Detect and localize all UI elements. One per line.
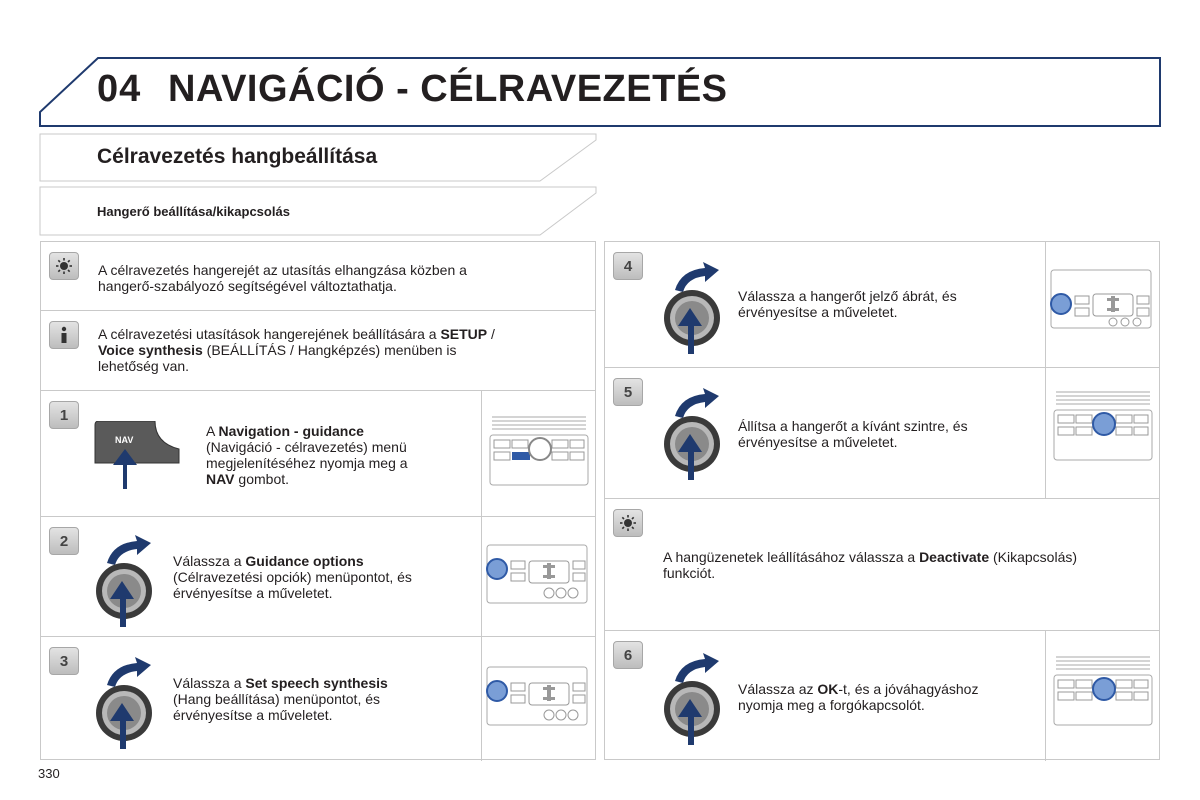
info-icon (49, 321, 79, 349)
light-icon (49, 252, 79, 280)
tip-text-part: funkciót. (663, 565, 716, 581)
step-text-part: megjelenítéséhez nyomja meg a (206, 455, 408, 471)
step-2-text (173, 553, 473, 601)
step-2-row (41, 516, 595, 636)
section-title: Célravezetés hangbeállítása (97, 145, 378, 168)
tip-text (98, 262, 578, 294)
column-divider (481, 391, 482, 516)
column-divider (481, 637, 482, 761)
step-number-badge (49, 401, 79, 429)
tip-text-part: A hangüzenetek leállításához válassza a (663, 549, 920, 565)
nav-button-label: NAV (115, 435, 134, 445)
chapter-title: NAVIGÁCIÓ - CÉLRAVEZETÉS (168, 68, 728, 110)
step-number: 2 (59, 532, 69, 550)
info-row (41, 310, 595, 390)
step-text-part: Válassza a (173, 553, 246, 569)
rotary-knob-illustration (659, 647, 729, 747)
info-text-part: A célravezetési utasítások hangerejének beállítására a (98, 326, 441, 342)
step-text-part: érvényesítse a műveletet. (738, 434, 898, 450)
deactivate-term: Deactivate (919, 549, 990, 565)
column-divider (1045, 631, 1046, 761)
column-divider (481, 517, 482, 636)
step-6-row (605, 630, 1159, 761)
step-text-part: A (206, 423, 219, 439)
step-text-part: érvényesítse a műveletet. (173, 707, 333, 723)
step-text-part: (Célravezetési opciók) menüpontot, és (173, 569, 412, 585)
step-5-text (738, 418, 1038, 450)
page-number: 330 (38, 766, 60, 781)
step-4-row (605, 242, 1159, 367)
step-3-row (41, 636, 595, 761)
deactivate-tip-row (605, 498, 1159, 630)
info-text-part: lehetőség van. (98, 358, 190, 374)
nav-button-illustration (93, 421, 183, 489)
step-text-part: nyomja meg a forgókapcsolót. (738, 697, 925, 713)
step-number: 4 (623, 257, 633, 275)
step-1-text (206, 423, 466, 487)
deactivate-tip-text (663, 549, 1153, 581)
radio-panel-illustration (485, 663, 591, 731)
voice-synthesis-term: Voice synthesis (98, 342, 203, 358)
setup-term: SETUP (440, 326, 488, 342)
tip-line: hangerő-szabályozó segítségével változtathatja. (98, 278, 397, 294)
step-text-part: Válassza az (738, 681, 818, 697)
navigation-guidance-term: Navigation - guidance (218, 423, 364, 439)
step-text-part: érvényesítse a műveletet. (173, 585, 333, 601)
rotary-knob-illustration (659, 382, 729, 482)
radio-panel-illustration (1052, 653, 1154, 733)
set-speech-synthesis-term: Set speech synthesis (245, 675, 388, 691)
step-number-badge (49, 647, 79, 675)
rotary-knob-illustration (91, 651, 161, 751)
step-text-part: (Hang beállítása) menüpontot, és (173, 691, 381, 707)
step-number-badge (613, 378, 643, 406)
subsection-title: Hangerő beállítása/kikapcsolás (97, 204, 290, 219)
radio-panel-illustration (1049, 266, 1155, 334)
step-number: 3 (59, 652, 69, 670)
step-text-part: gombot. (234, 471, 290, 487)
step-5-row (605, 367, 1159, 498)
radio-panel-illustration (485, 541, 591, 609)
right-panel (604, 241, 1160, 760)
step-text-part: Válassza a hangerőt jelző ábrát, és (738, 288, 957, 304)
guidance-options-term: Guidance options (245, 553, 364, 569)
step-text-part: érvényesítse a műveletet. (738, 304, 898, 320)
step-number-badge (49, 527, 79, 555)
rotary-knob-illustration (91, 529, 161, 629)
step-number: 6 (623, 646, 633, 664)
step-4-text (738, 288, 1038, 320)
column-divider (1045, 368, 1046, 498)
rotary-knob-illustration (659, 256, 729, 356)
step-number: 1 (59, 406, 69, 424)
info-text-part: (BEÁLLÍTÁS / Hangképzés) menüben is (202, 342, 457, 358)
tip-line: A célravezetés hangerejét az utasítás elhangzása közben a (98, 262, 467, 278)
step-text-part: Állítsa a hangerőt a kívánt szintre, és (738, 418, 968, 434)
step-number: 5 (623, 383, 633, 401)
step-6-text (738, 681, 1038, 713)
info-text-part: / (487, 326, 495, 342)
info-text (98, 326, 578, 374)
light-icon (613, 509, 643, 537)
step-text-part: -t, és a jóváhagyáshoz (838, 681, 979, 697)
step-1-row (41, 390, 595, 516)
tip-text-part: (Kikapcsolás) (989, 549, 1078, 565)
chapter-number: 04 (97, 68, 142, 110)
step-3-text (173, 675, 473, 723)
step-number-badge (613, 252, 643, 280)
column-divider (1045, 242, 1046, 367)
nav-term: NAV (206, 471, 235, 487)
step-text-part: (Navigáció - célravezetés) menü (206, 439, 407, 455)
tip-row (41, 242, 595, 310)
left-panel (40, 241, 596, 760)
step-text-part: Válassza a (173, 675, 246, 691)
radio-panel-illustration (488, 413, 590, 493)
ok-term: OK (817, 681, 839, 697)
radio-panel-illustration (1052, 388, 1154, 468)
step-number-badge (613, 641, 643, 669)
